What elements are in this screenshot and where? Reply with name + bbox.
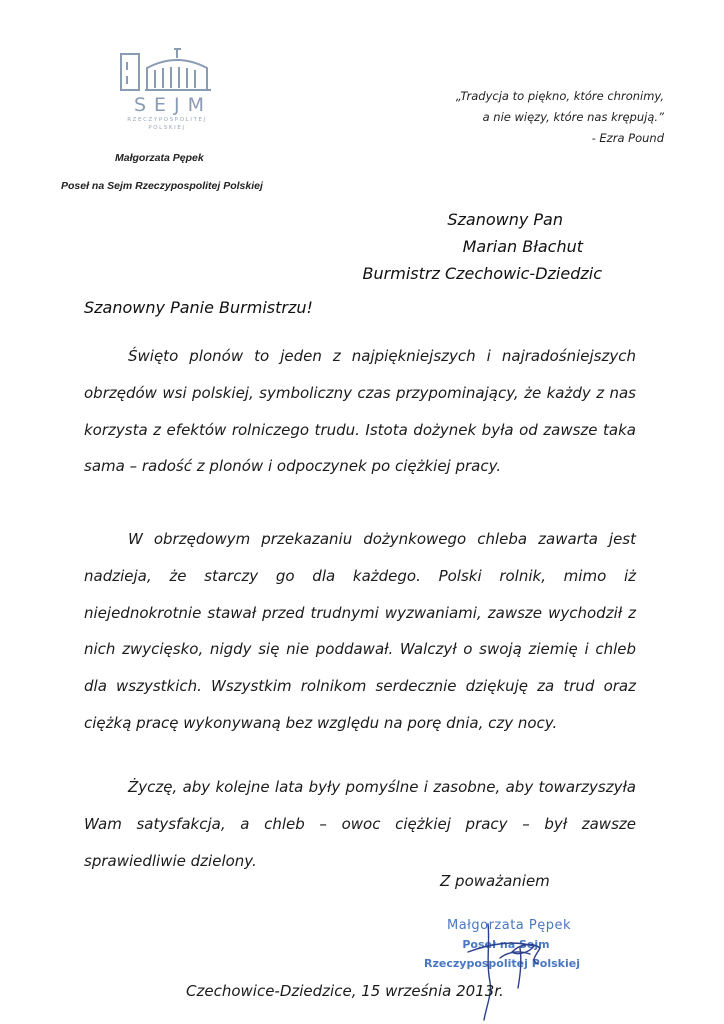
paragraph-1: Święto plonów to jeden z najpiękniejszych i najradośniejszych obrzędów wsi polskiej, symboliczny czas przypominający, że każdy z nas korzysta z efektów rolniczego trudu. Istota dożynek była od zawsze taka sama – radość z plonów i odpoczynek po ciężkiej pracy. <box>84 347 636 476</box>
place-and-date: Czechowice-Dziedzice, 15 września 2013r. <box>186 982 504 1000</box>
recipient-block <box>363 206 602 287</box>
sejm-logo <box>112 46 222 132</box>
sender-name: Małgorzata Pępek <box>115 152 204 164</box>
recipient-line-1: Szanowny Pan <box>447 210 563 229</box>
quote-author: - Ezra Pound <box>591 131 664 145</box>
stamp-role-line-2: Rzeczypospolitej Polskiej <box>424 957 580 970</box>
quote-line-1: „Tradycja to piękno, które chronimy, <box>455 89 664 103</box>
quote-line-2: a nie więzy, które nas krępują.” <box>482 110 664 124</box>
recipient-line-2: Marian Błachut <box>462 237 583 256</box>
handwritten-signature <box>460 922 570 1022</box>
sejm-building-icon <box>119 46 215 92</box>
logo-subtitle-line1: RZECZYPOSPOLITEJ <box>127 117 207 123</box>
recipient-line-3: Burmistrz Czechowic-Dziedzic <box>362 264 602 283</box>
sender-role: Poseł na Sejm Rzeczypospolitej Polskiej <box>61 180 263 192</box>
stamp-role-line-1: Poseł na Sejm <box>462 938 550 951</box>
logo-wordmark: SEJM <box>133 94 213 116</box>
closing: Z poważaniem <box>440 872 550 890</box>
logo-subtitle-line2: POLSKIEJ <box>148 125 186 131</box>
paragraph-2: W obrzędowym przekazaniu dożynkowego chleba zawarta jest nadzieja, że starczy go dla każdego. Polski rolnik, mimo iż niejednokrotnie stawał przed trudnymi wyzwaniami, zawsze wychodził z nich zwycięsko, nigdy się nie poddawał. Walczył o swoją ziemię i chleb dla wszystkich. Wszystkim rolnikom serdecznie dziękuję za trud oraz ciężką pracę wykonywaną bez względu na porę dnia, czy nocy. <box>84 530 636 732</box>
stamp-name: Małgorzata Pępek <box>446 918 572 933</box>
paragraph-3: Życzę, aby kolejne lata były pomyślne i zasobne, aby towarzyszyła Wam satysfakcja, a chleb – owoc ciężkiej pracy – był zawsze sprawiedliwie dzielony. <box>84 778 636 870</box>
salutation: Szanowny Panie Burmistrzu! <box>84 298 313 317</box>
epigraph-quote <box>456 86 664 149</box>
